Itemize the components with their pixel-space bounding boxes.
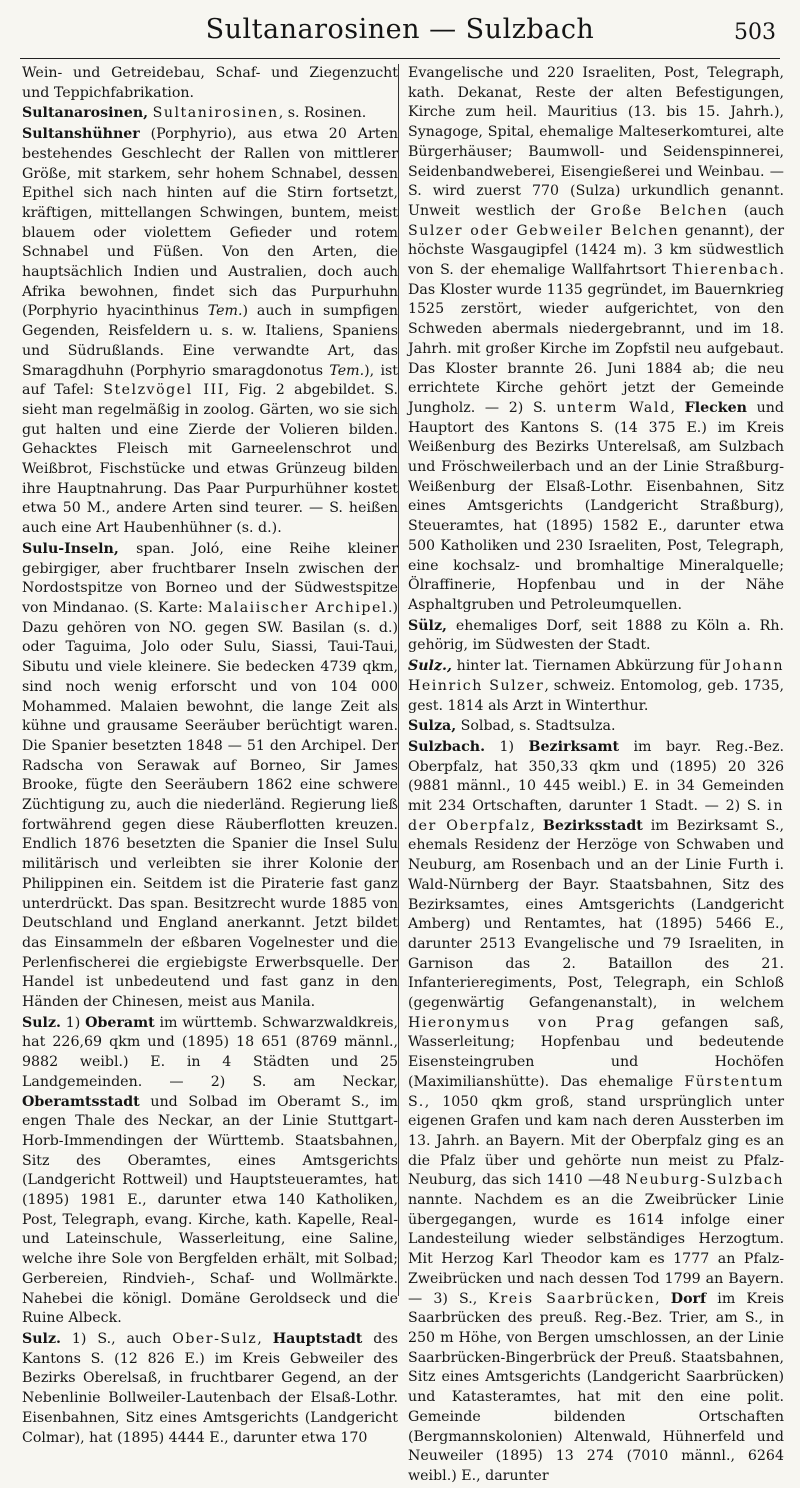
- place-name: unterm Wald: [556, 399, 671, 416]
- place-name: in der Oberpfalz: [408, 798, 784, 834]
- entry-text: und Hauptort des Kantons S. (14 375 E.) im Kreis Weißenburg des Bezirks Unterelsaß, am Sulzbach und Fröschweilerbach und an der Linie Straßburg-Weißenburg der Elsaß-Lothr. Eisenbahnen, Sitz eines Amtsgerichts (Landgericht Straßburg), Steueramtes, hat (1895) 1582 E., darunter etwa 500 Katholiken und 230 Israeliten, Post, Telegraph, eine kochsalz- und bromhaltige Mineralquelle; Ölraffinerie, Hopfenbau und in der Nähe Asphaltgruben und Petroleumquellen.: [408, 399, 784, 613]
- entry-text: im bayr. Reg.-Bez. Oberpfalz, hat 350,33 qkm und (1895) 20 326 (9881 männl., 10 445 weibl.) E. in 34 Gemeinden mit 234 Ortschaften, darunter 1 Stadt. — 2) S.: [408, 738, 784, 815]
- entry-text: .) Dazu gehören von NO. gegen SW. Basilan (s. d.) oder Taguima, Jolo oder Sulu, Siassi, Taui-Taui, Sibutu und viele kleinere. Sie bedecken 4739 qkm, sind noch wenig erforscht und von 104 000 Mohammed. Malaien bewohnt, die lange Zeit als kühne und grausame Seeräuber berüchtigt waren. Die Spanier besetzten 1848 — 51 den Archipel. Der Radscha von Serawak auf Borneo, Sir James Brooke, fügte den Seeräubern 1862 eine schwere Züchtigung zu, auch die niederländ. Regierung ließ fortwährend gegen diese Räuberflotten kreuzen. Endlich 1876 besetzten die Spanier die Insel Sulu militärisch und verleibten sie ihrer Kolonie der Philippinen ein. Seitdem ist die Piraterie fast ganz unterdrückt. Das span. Besitzrecht wurde 1885 von Deutschland und England anerkannt. Jetzt bildet das Einsammeln der eßbaren Vogelnester und die Perlenfischerei die ergiebigste Erwerbsquelle. Der Handel ist unbedeutend und fast ganz in den Händen der Chinesen, meist aus Manila.: [22, 599, 398, 1011]
- lemma: Sulz.,: [408, 658, 452, 675]
- entry-text: ehemaliges Dorf, seit 1888 zu Köln a. Rh. gehörig, im Südwesten der Stadt.: [408, 617, 784, 654]
- entry-text: ), ist auf Tafel:: [22, 362, 399, 399]
- entry-text: Evangelische und 220 Israeliten, Post, Telegraph, kath. Dekanat, Reste der alten Befestigungen, Kirche zum heil. Mauritius (13. bis 15. Jahrh.), Synagoge, Spital, ehemalige Malteserkomturei, alte Bürgerhäuser; Baumwoll- und Seidenspinnerei, Seidenbandweberei, Eisengießerei und Weinbau. — S. wird zuerst 770 (Sulza) urkundlich genannt. Unweit westlich der: [408, 65, 784, 219]
- entry-text: im Kreis Saarbrücken des preuß. Reg.-Bez. Trier, am S., in 250 m Höhe, von Bergen umschlossen, an der Linie Saarbrücken-Bingerbrück der Preuß. Staatsbahnen, Sitz eines Amtsgerichts (Landgericht Saarbrücken) und Katasteramtes, hat mit den eine polit. Gemeinde bildenden Ortschaften (Bergmannskolonien) Altenwald, Hühnerfeld und Neuweiler (1895) 13 274 (7010 männl., 6264 weibl.) E., darunter: [408, 1290, 785, 1484]
- keyword: Dorf: [670, 1290, 707, 1307]
- entry-sulz-wuerttemberg: [22, 1014, 398, 1329]
- entry-sulza: [408, 717, 784, 737]
- place-name: Große Belchen: [590, 202, 729, 219]
- lemma: Sultanarosinen,: [22, 105, 149, 122]
- place-name: Sulzer oder Gebweiler Belchen: [408, 222, 680, 239]
- left-column: [22, 64, 398, 1449]
- entry-text: im Bezirksamt S., ehemals Residenz der Herzöge von Schwaben und Neuburg, am Rosenbach und an der Linie Furth i. Wald-Nürnberg der Bayr. Staatsbahnen, Sitz des Bezirksamtes, eines Amtsgerichts (Landgericht Amberg) und Rentamtes, hat (1895) 5466 E., darunter 2513 Evangelische und 79 Israeliten, in Garnison das 2. Bataillon des 21. Infanterieregiments, Post, Telegraph, ein Schloß (gegenwärtig Gefangenanstalt), in welchem: [408, 817, 784, 1012]
- entry-text: 1): [485, 738, 529, 755]
- entry-sultanarosinen: [22, 104, 398, 124]
- lemma: Sulzbach.: [408, 738, 486, 755]
- continued-entry: Wein- und Getreidebau, Schaf- und Ziegenzucht und Teppichfabrikation.: [22, 65, 398, 101]
- cross-reference: Sultanirosinen: [152, 105, 279, 122]
- entry-text: (Porphyrio), aus etwa 20 Arten bestehendes Geschlecht der Rallen von mittlerer Größe, mit starkem, sehr hohem Schnabel, dessen Epithel sich nach hinten auf die Stirn fortsetzt, kräftigen, mittellangen Schwingen, buntem, meist blauem oder violettem Gefieder und rotem Schnabel und Füßen. Von den Arten, die hauptsächlich Indien und Australien, doch auch Afrika bewohnen, findet sich das Purpurhuhn (Porphyrio hyacinthinus: [22, 126, 398, 320]
- entry-text: ,: [655, 1290, 671, 1307]
- plate-reference: Stelzvögel III: [103, 382, 225, 399]
- keyword: Flecken: [684, 399, 747, 416]
- keyword: Bezirksamt: [528, 738, 620, 755]
- entry-text: hinter lat. Tiernamen Abkürzung für: [451, 658, 725, 675]
- column-rule: [398, 64, 399, 1296]
- entry-text: des Kantons S. (12 826 E.) im Kreis Gebweiler des Bezirks Oberelsaß, in fruchtbarer Gegend, an der Nebenlinie Bollweiler-Lautenbach der Elsaß-Lothr. Eisenbahnen, Sitz eines Amtsgerichts (Landgericht Colmar), hat (1895) 4444 E., darunter etwa 170: [22, 1331, 398, 1446]
- entry-text: und Solbad im Oberamt S., im engen Thale des Neckar, an der Linie Stuttgart-Horb-Immendingen der Württemb. Staatsbahnen, Sitz des Oberamtes, eines Amtsgerichts (Landgericht Rottweil) und Hauptsteueramtes, hat (1895) 1981 E., darunter etwa 140 Katholiken, Post, Telegraph, evang. Kirche, kath. Kapelle, Real- und Lateinschule, Wasserleitung, eine Saline, welche ihre Sole von Bergfelden erhält, mit Solbad; Gerbereien, Rindvieh-, Schaf- und Wollmärkte. Nahebei die königl. Domäne Geroldseck und die Ruine Albeck.: [22, 1093, 398, 1327]
- continued-entry-sulz: [408, 64, 784, 616]
- author-abbreviation: Tem.: [207, 303, 243, 320]
- entry-text: ,: [530, 817, 543, 834]
- entry-sulz-elsass: [22, 1330, 398, 1448]
- lemma: Sultanshühner: [22, 126, 140, 143]
- entry-text: ,: [257, 1331, 273, 1347]
- keyword: Hauptstadt: [272, 1331, 363, 1347]
- entry-suelz: [408, 617, 784, 656]
- person-name: Hieronymus von Prag: [408, 1014, 636, 1031]
- lemma: Sülz,: [408, 617, 447, 634]
- entry-text: , Fig. 2 abgebildet. S. sieht man regelmäßig in zoolog. Gärten, wo sie sich gut halten und eine Zierde der Volieren bilden. Gehacktes Fleisch mit Garneelenschrot und Weißbrot, Fischstücke und etwas Grünzeug bilden ihre Hauptnahrung. Das Paar Purpurhühner kostet etwa 50 M., andere Arten sind teurer. — S. heißen auch eine Art Haubenhühner (s. d.).: [22, 382, 398, 537]
- keyword: Bezirksstadt: [542, 817, 643, 834]
- place-name: Kreis Saarbrücken: [488, 1290, 656, 1307]
- keyword: Oberamt: [85, 1014, 155, 1031]
- place-name: Fürstentum S.: [408, 1073, 784, 1110]
- entry-text: genannt), der höchste Wasgaugipfel (1424 m). 3 km südwestlich von S. der ehemalige Wallfahrtsort: [408, 222, 784, 279]
- entry-text: , 1050 qkm groß, stand ursprünglich unter eigenen Grafen und kam nach deren Aussterben im 13. Jahrh. an Bayern. Mit der Oberpfalz ging es an die Pfalz über und gehörte nun meist zu Pfalz-Neuburg, das sich 1410 —48: [408, 1093, 784, 1189]
- lemma: Sulz.: [22, 1331, 61, 1347]
- entry-text: nannte. Nachdem es an die Zweibrücker Linie übergegangen, wurde es 1614 infolge einer Landesteilung wieder selbständiges Herzogtum. Mit Herzog Karl Theodor kam es 1777 an Pfalz-Zweibrücken und nach dessen Tod 1799 an Bayern. — 3) S.,: [408, 1192, 784, 1307]
- person-name: Johann Heinrich Sulzer: [408, 658, 784, 694]
- entry-text: ,: [670, 399, 685, 416]
- entry-text: , s. Rosinen.: [278, 105, 367, 122]
- lemma: Sulza,: [408, 718, 457, 735]
- entry-text: 1) S., auch: [60, 1331, 173, 1347]
- running-title: Sultanarosinen — Sulzbach: [205, 14, 595, 45]
- page-number: 503: [734, 20, 776, 45]
- entry-text: 1): [60, 1014, 86, 1031]
- lemma: Sulu-Inseln,: [22, 540, 119, 557]
- entry-text: ) auch in sumpfigen Gegenden, Reisfeldern u. s. w. Italiens, Spaniens und Südrußlands. Eine verwandte Art, das Smaragdhuhn (Porphyrio smaragdonotus: [22, 303, 399, 379]
- entry-sulz-abbreviation: [408, 657, 784, 716]
- entry-sulu-inseln: [22, 540, 398, 1013]
- entry-text: im württemb. Schwarzwaldkreis, hat 226,69 qkm und (1895) 18 651 (8769 männl., 9882 weibl.) E. in 4 Städten und 25 Landgemeinden. — 2) S. am Neckar,: [22, 1014, 398, 1090]
- author-abbreviation: Tem.: [329, 362, 365, 379]
- place-name: Thierenbach: [672, 262, 780, 279]
- place-name: Neuburg-Sulzbach: [625, 1172, 784, 1189]
- entry-text: gefangen saß, Wasserleitung; Hopfenbau und bedeutende Eisensteingruben und Hochöfen (Maximilianshütte). Das ehemalige: [408, 1014, 784, 1090]
- page-header: [20, 8, 780, 59]
- entry-sultanshuehner: [22, 125, 398, 539]
- entry-text: . Das Kloster wurde 1135 gegründet, im Bauernkrieg 1525 zerstört, wieder aufgerichtet, von den Schweden abermals niedergebrannt, und im 18. Jahrh. mit großer Kirche im Zopfstil neu aufgebaut. Das Kloster brannte 26. Juni 1884 ab; die neu errichtete Kirche gehört jetzt der Gemeinde Jungholz. — 2) S.: [408, 262, 784, 416]
- lemma: Sulz.: [22, 1014, 61, 1031]
- entry-text: span. Joló, eine Reihe kleiner gebirgiger, aber fruchtbarer Inseln zwischen der Nordostspitze von Borneo und der Südwestspitze von Mindanao. (S. Karte:: [22, 540, 398, 616]
- entry-text: Solbad, s. Stadtsulza.: [456, 718, 616, 735]
- entry-text: (auch: [728, 202, 784, 219]
- right-column: [408, 64, 784, 1488]
- keyword: Oberamtsstadt: [22, 1093, 140, 1110]
- place-name: Ober-Sulz: [172, 1331, 258, 1347]
- map-reference: Malaiischer Archipel: [207, 599, 388, 616]
- entry-text: , schweiz. Entomolog, geb. 1735, gest. 1814 als Arzt in Winterthur.: [408, 677, 784, 714]
- entry-sulzbach: [408, 738, 784, 1487]
